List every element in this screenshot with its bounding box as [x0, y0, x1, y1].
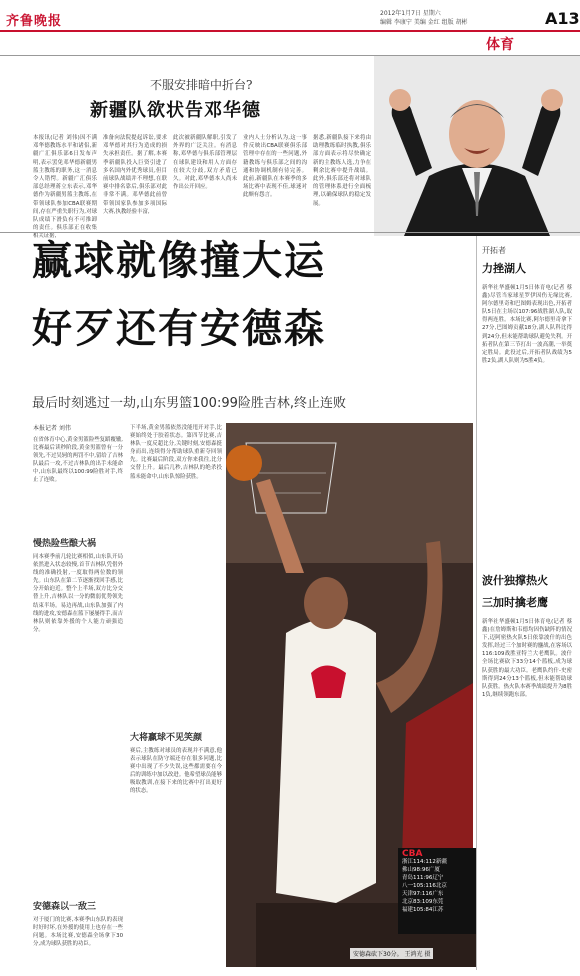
top-story-column-5: 据悉,新疆队接下来将由助理教练临时执教,俱乐部方面表示将尽快确定新的主教练人选,力争在剩余比赛中提升战绩。此外,俱乐部还将对球队的管理体系进行全面梳理,以确保球队的稳定发展。 — [313, 135, 371, 207]
main-col2-text: 下半场,黄金男篮依然没能甩开对手,比赛始终处于胶着状态。第四节比赛,吉林队一度反超比分,关键时刻,安德森挺身而出,连续得分帮助球队重新夺回领先。比赛最后阶段,双方你来我往,比分交替上升。最后几秒,吉林队的绝杀投篮未能命中,山东队惊险获胜。 — [130, 425, 222, 480]
main-headline — [32, 236, 326, 354]
editors-credit: 编辑 李康宁 美编 金红 组版 胡彬 — [380, 19, 468, 26]
photo-caption: 安德森砍下30分。 王鸿光 摄 — [350, 948, 433, 959]
cba-logo: CBA — [402, 849, 423, 859]
main-headline-line-2: 好歹还有安德森 — [32, 306, 326, 352]
score-line: 佛山98:96广厦 — [402, 867, 440, 873]
subhead-anderson: 安德森以一敌三 — [33, 902, 97, 912]
top-story-kicker: 不服安排暗中折台? — [150, 78, 253, 92]
top-story-column-4: 业内人士分析认为,这一事件反映出CBA联赛俱乐部管理中存在的一些问题,外籍教练与俱乐部之间的沟通和协调机制有待完善。此前,新疆队在本赛季的多场比赛中表现不佳,球迷对此颇有怨言。 — [243, 135, 307, 199]
sidebar-rule — [476, 236, 477, 970]
score-line: 八一105:116北京 — [402, 883, 447, 889]
subhead-no-smile: 大将赢球不见笑颜 — [130, 733, 203, 743]
sidebar-kicker-2: 波什独撑热火 — [482, 574, 548, 587]
top-story-column-3: 此次被新疆队解职,引发了外界的广泛关注。有消息称,邓华德与俱乐部管理层在球队建设和用人方面存在较大分歧,双方矛盾已久。对此,邓华德本人尚未作出公开回应。 — [173, 135, 237, 191]
subhead-slow-start: 慢热险些酿大祸 — [33, 539, 97, 549]
main-subtitle: 最后时刻逃过一劫,山东男篮100:99险胜吉林,终止连败 — [32, 396, 346, 411]
score-line: 天津97:116广东 — [402, 891, 444, 897]
score-line: 浙江114:112新疆 — [402, 859, 447, 865]
cba-scoreboard — [398, 848, 476, 934]
sidebar-title-1: 力挫湖人 — [482, 262, 526, 275]
top-story-title: 新疆队欲状告邓华德 — [90, 100, 261, 121]
byline: 本报记者 刘伟 — [33, 425, 71, 432]
main-body-text: 同本赛季前几轮比赛相似,山东队开局依然进入状态较慢,首节吉林队凭借外线的准确投射,一度取得两位数的领先。山东队在第二节逐渐找回手感,比分开始迫近。整个上半场,双方比分交替上升,吉林队以一分的微弱优势领先结束半场。易边再战,山东队加强了内线的进攻,安德森在篮下屡屡得手,而吉林队则依靠外援的个人能力顽强追分。 — [33, 554, 123, 633]
main-story-column-1 — [33, 436, 123, 966]
score-line: 北京83:109东莞 — [402, 899, 444, 905]
header-rule — [0, 30, 580, 32]
main-end-text: 对于厦门的比赛,本赛季山东队的表现时好时坏,在外援的使用上也存在一些问题。本场比赛,安德森全场拿下30分,成为球队获胜的功臣。 — [33, 917, 123, 948]
coach-photo — [374, 56, 580, 236]
issue-date: 2012年1月7日 星期六 — [380, 10, 441, 17]
page-number: A13 — [545, 9, 580, 28]
top-story-divider — [0, 232, 580, 233]
coach-illustration — [374, 56, 580, 236]
sidebar-story-1: 新华社华盛顿1月5日体育电(记者 蔡鑫)尽管当家球星罗伊因伤无缘比赛,阿尔德里奇和巴图姆表现出色,开拓者队5日在主场以107:96战胜湖人队,取得两连胜。本场比赛,阿尔德里奇拿下27分,巴图姆贡献18分,湖人队科比得到24分,但未能帮助球队避免失利。开拓者队在第三节打出一波高潮,一举奠定胜局。此役过后,开拓者队战绩为5胜2负,湖人队则为5胜4负。 — [482, 285, 572, 364]
score-line: 福建105:84江苏 — [402, 907, 444, 913]
header-meta — [380, 9, 530, 27]
sidebar-kicker-1: 开拓者 — [482, 246, 506, 255]
sidebar-title-2: 三加时擒老鹰 — [482, 596, 548, 609]
sidebar — [482, 245, 572, 965]
main-headline-line-1: 赢球就像撞大运 — [32, 238, 326, 284]
section-label: 体育 — [486, 37, 514, 53]
main-col2-end-text: 赛后,主教练对球员的表现并不满意,他表示球队在防守端还存在很多问题,比赛中出现了不少失误,这些都需要在今后的训练中加以改进。他希望球员能够吸取教训,在接下来的比赛中打出更好的状态。 — [130, 748, 222, 795]
score-line: 青岛111:96辽宁 — [402, 875, 444, 881]
main-intro-text: 在省体育中心,黄金男篮险些复蹈覆辙,比赛最后读秒阶段,黄金男篮曾有一分领先,不过吴轲的两罚不中,留给了吉林队最后一攻,不过吉林队的出手未能命中,山东队最终以100:99险胜对手,终止了连败。 — [33, 437, 123, 484]
top-story-column-2: 准备向法院提起诉讼,要求邓华德对其行为造成的损失承担责任。据了解,本赛季新疆队投入巨资引进了多名国内外优秀球员,但目前球队战绩并不理想,在联赛中排名靠后,俱乐部对此非常不满。邓华德此前曾带领国家队参加多项国际大赛,执教经验丰富, — [103, 135, 167, 215]
sidebar-story-2: 新华社华盛顿1月5日体育电(记者 蔡鑫)在詹姆斯和韦德均因伤缺阵的情况下,迈阿密热火队5日依靠波什的出色发挥,经过三个加时赛的鏖战,在客场以116:109战胜亚特兰大老鹰队。波什全场比赛砍下33分14个篮板,成为球队获胜的最大功臣。老鹰队约什-史密斯得到24分13个篮板,但未能帮助球队获胜。热火队本赛季战绩提升为8胜1负,继续领跑东部。 — [482, 619, 572, 698]
top-story-column-1: 本报讯(记者 刘伟)因不满邓华德教练水平和诸侣,新疆广汇俱乐部6日发布声明,表示罢免邓华德新疆男篮主教练的职务,这一消息令人错愕。新疆广汇俱乐部总经理蒋立东表示,邓华德作为新疆男篮主教练,在带领球队参加CBA联赛期间,存在严重失职行为,对球队成绩下滑负有不可推卸的责任。俱乐部正在收集相关证据, — [33, 135, 97, 240]
main-story-column-2 — [130, 424, 222, 966]
newspaper-masthead: 齐鲁晚报 — [6, 14, 63, 29]
